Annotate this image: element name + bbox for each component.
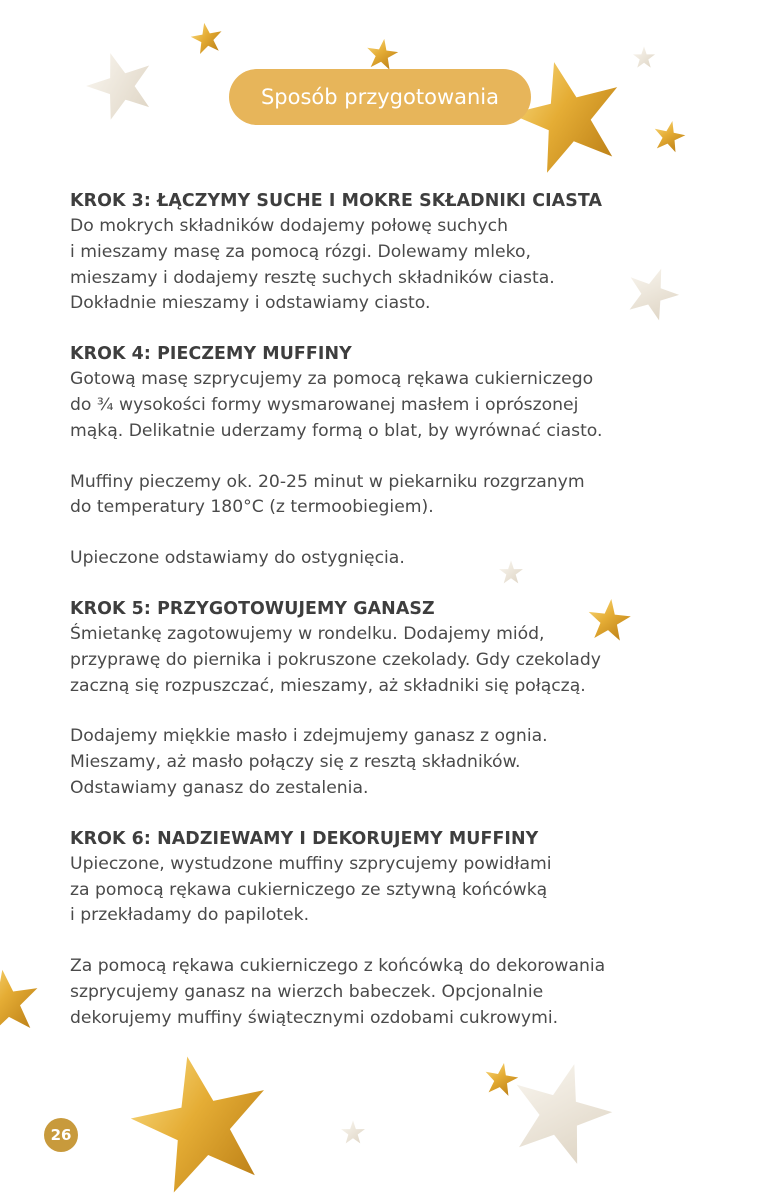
recipe-steps (70, 188, 690, 1056)
step-paragraph: Do mokrych składników dodajemy połowę suchych i mieszamy masę za pomocą rózgi. Dolewamy mleko, mieszamy i dodajemy resztę suchych składników ciasta. Dokładnie mieszamy i odstawiamy ciasto. (70, 216, 555, 314)
white-star-icon (85, 50, 157, 122)
step-3 (70, 188, 690, 317)
section-title: Sposób przygotowania (229, 69, 531, 125)
step-heading: KROK 5: PRZYGOTOWUJEMY GANASZ (70, 598, 435, 619)
gold-star-icon (0, 968, 42, 1038)
step-paragraph: Upieczone, wystudzone muffiny szprycujemy powidłami za pomocą rękawa cukierniczego ze sztywną końcówką i przekładamy do papilotek. (70, 853, 552, 926)
step-heading: KROK 3: ŁĄCZYMY SUCHE I MOKRE SKŁADNIKI CIASTA (70, 191, 603, 211)
step-5 (70, 596, 690, 802)
step-paragraph: Muffiny pieczemy ok. 20-25 minut w piekarniku rozgrzanym do temperatury 180°C (z termoobiegiem). (70, 471, 585, 518)
step-paragraph: Gotową masę szprycujemy za pomocą rękawa cukierniczego do ¾ wysokości formy wysmarowanej masłem i oprószonej mąką. Delikatnie uderzamy formą o blat, by wyrównać ciasto. (70, 369, 603, 441)
step-heading: KROK 6: NADZIEWAMY I DEKORUJEMY MUFFINY (70, 828, 539, 849)
page-number: 26 (44, 1118, 78, 1152)
white-star-icon (506, 1060, 614, 1168)
step-paragraph: Upieczone odstawiamy do ostygnięcia. (70, 548, 405, 569)
gold-star-icon (190, 22, 224, 56)
step-heading: KROK 4: PIECZEMY MUFFINY (70, 344, 352, 365)
gold-star-icon (652, 120, 686, 154)
white-star-icon (340, 1120, 366, 1146)
step-4 (70, 341, 690, 572)
step-paragraph: Za pomocą rękawa cukierniczego z końcówką do dekorowania szprycujemy ganasz na wierzch babeczek. Opcjonalnie dekorujemy muffiny świątecznymi ozdobami cukrowymi. (70, 956, 606, 1028)
step-paragraph: Śmietankę zagotowujemy w rondelku. Dodajemy miód, przyprawę do piernika i pokruszone czekolady. Gdy czekolady zaczną się rozpuszczać, mieszamy, aż składniki się połączą. (70, 623, 601, 696)
step-6 (70, 826, 690, 1032)
step-paragraph: Dodajemy miękkie masło i zdejmujemy ganasz z ognia. Mieszamy, aż masło połączy się z resztą składników. Odstawiamy ganasz do zestalenia. (70, 726, 548, 798)
gold-star-icon (508, 58, 628, 178)
white-star-icon (632, 46, 656, 70)
gold-star-icon (365, 38, 399, 72)
gold-star-icon (122, 1052, 282, 1200)
